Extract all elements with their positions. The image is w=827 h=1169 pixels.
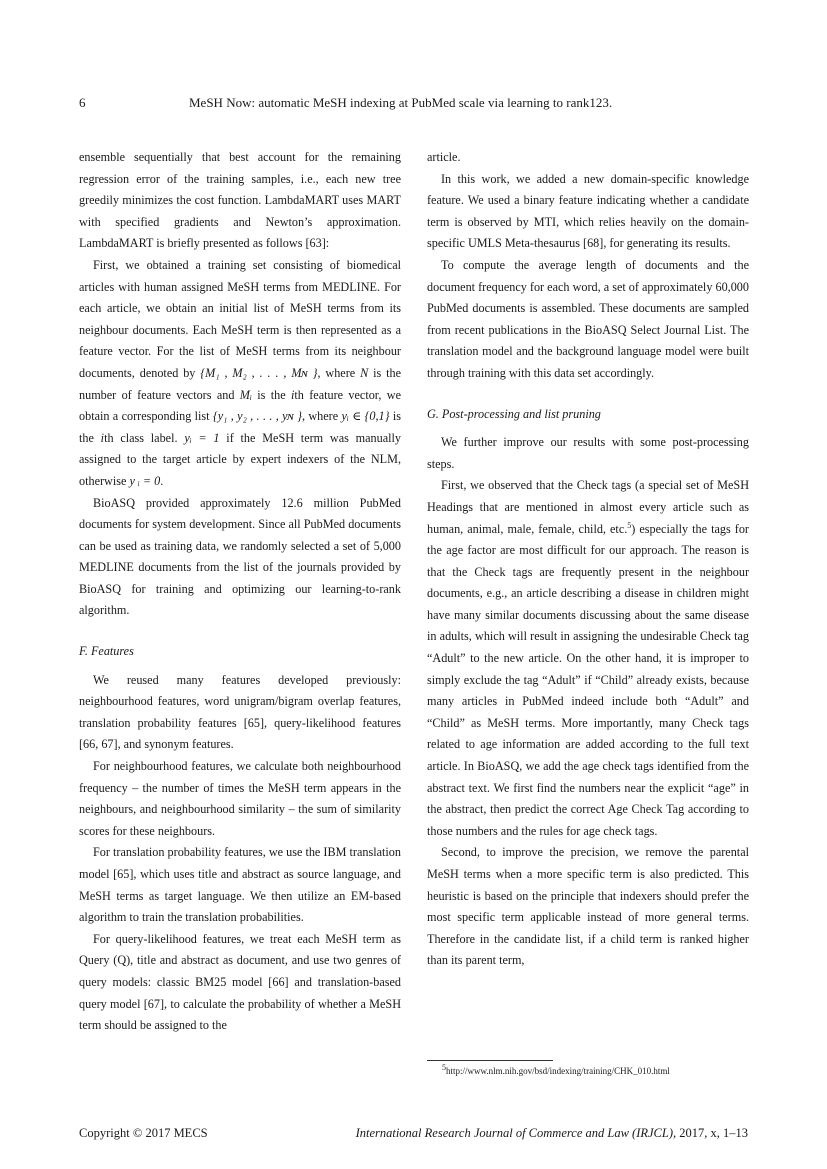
paragraph: We reused many features developed previously: neighbourhood features, word unigram/bigram overlap features, translation probability features [65], query-likelihood features [66, 67], and synonym features. <box>79 672 401 752</box>
page-number: 6 <box>79 95 86 110</box>
math-set-y: {y₁ , y₂ , . . . , yɴ } <box>212 409 302 424</box>
paragraph: Second, to improve the precision, we remove the parental MeSH terms when a more specific term is also predicted. This heuristic is based on the principle that indexers should prefer the most specific term applicable instead of more general terms. Therefore in the candidate list, if a child term is ranked higher than its parent term, <box>427 845 749 968</box>
math-set-m: {M₁ , M₂ , . . . , Mɴ } <box>200 365 318 380</box>
paragraph: ensemble sequentially that best account for the remaining regression error of the training samples, i.e., each new tree greedily minimizes the cost function. LambdaMART uses MART with specified gradients and Newton’s approximation. LambdaMART is briefly presented as follows [63]: <box>79 150 401 251</box>
paragraph: To compute the average length of documents and the document frequency for each word, a set of approximately 60,000 PubMed documents is assembled. These documents are sampled from recent publications in the BioASQ Select Journal List. The translation model and the background language model were built through training with this data set accordingly. <box>427 257 749 380</box>
paragraph: We further improve our results with some post-processing steps. <box>427 435 749 471</box>
left-column <box>79 147 401 1037</box>
paragraph: BioASQ provided approximately 12.6 million PubMed documents for system development. Since all PubMed documents can be used as training data, we randomly selected a set of 5,000 MEDLINE documents from the list of the journals provided by BioASQ for training and optimizing our learning-to-rank algorithm. <box>79 495 401 618</box>
journal-name: International Research Journal of Commerce and Law (IRJCL), <box>355 1126 677 1140</box>
running-title: MeSH Now: automatic MeSH indexing at PubMed scale via learning to rank123. <box>189 95 613 110</box>
paragraph: article. <box>427 150 461 164</box>
paragraph: For neighbourhood features, we calculate both neighbourhood frequency – the number of times the MeSH term appears in the neighbours, and neighbourhood similarity – the sum of similarity scores for these neighbours. <box>79 759 401 838</box>
paragraph-training-set: First, we obtained a training set consisting of biomedical articles with human assigned MeSH terms from MEDLINE. For each article, we obtain an initial list of MeSH terms from its neighbour documents. Each MeSH term is then represented as a feature vector. For the list of MeSH terms from its neighbour documents, denoted by {M₁ , M₂ , . . . , Mɴ }, where N is the number of feature vectors and Mᵢ is the ith feature vector, we obtain a corresponding list {y₁ , y₂ , . . . , yɴ }, where yᵢ ∈ {0,1} is the ith class label. yᵢ = 1 if the MeSH term was manually assigned to the target article by expert indexers of the NLM, otherwise y ᵢ = 0. <box>79 257 402 488</box>
paragraph: In this work, we added a new domain-specific knowledge feature. We used a binary feature indicating whether a candidate term is observed by MTI, which relies heavily on the domain-specific UMLS Meta-thesaurus [68], for generating its results. <box>427 171 749 251</box>
paragraph: For query-likelihood features, we treat each MeSH term as Query (Q), title and abstract as document, and use two genres of query models: classic BM25 model [66] and translation-based query model [67], to calculate the probability of whether a MeSH term should be assigned to the <box>79 931 401 1033</box>
footnote-reference[interactable]: 5 <box>627 520 632 530</box>
section-heading-features: F. Features <box>79 644 134 659</box>
footnote-mark: 5 <box>442 1063 446 1072</box>
copyright: Copyright © 2017 MECS <box>79 1126 208 1140</box>
right-column <box>427 147 749 972</box>
footnote-divider <box>427 1060 553 1061</box>
footnote-link[interactable]: http://www.nlm.nih.gov/bsd/indexing/training/CHK_010.html <box>446 1066 670 1076</box>
journal-info: 2017, x, 1–13 <box>676 1126 748 1140</box>
paragraph-check-tags: First, we observed that the Check tags (a special set of MeSH Headings that are mentioned in almost every article such as human, animal, male, female, child, etc.$^5$) especially the tags for the age factor are most difficult for our approach. The reason is that the Check tags are frequently present in the neighbour documents, e.g., an article describing a disease in children might have many similar documents discussing about the same disease in adults, which will result in assigning the undesirable Check tag “Adult” to the new article. On the other hand, it is improper to simply exclude the tag “Adult” if “Child” already exists, because many articles in PubMed indeed include both “Adult” and “Child” as MeSH terms. More importantly, many Check tags related to age information are added according to the full text article. In BioASQ, we add the age check tags identified from the abstract text. We first find the numbers near the explicit “age” in the abstract, then predict the correct Age Check Tag according to those numbers and the rules for age check tags. <box>427 478 749 838</box>
section-heading-post-processing: G. Post-processing and list pruning <box>427 406 601 421</box>
footnote <box>442 1065 670 1077</box>
journal-citation <box>356 1125 748 1141</box>
paragraph: For translation probability features, we use the IBM translation model [65], which uses title and abstract as source language, and MeSH terms as target language. We then utilize an EM-based algorithm to train the translation probabilities. <box>79 845 401 925</box>
